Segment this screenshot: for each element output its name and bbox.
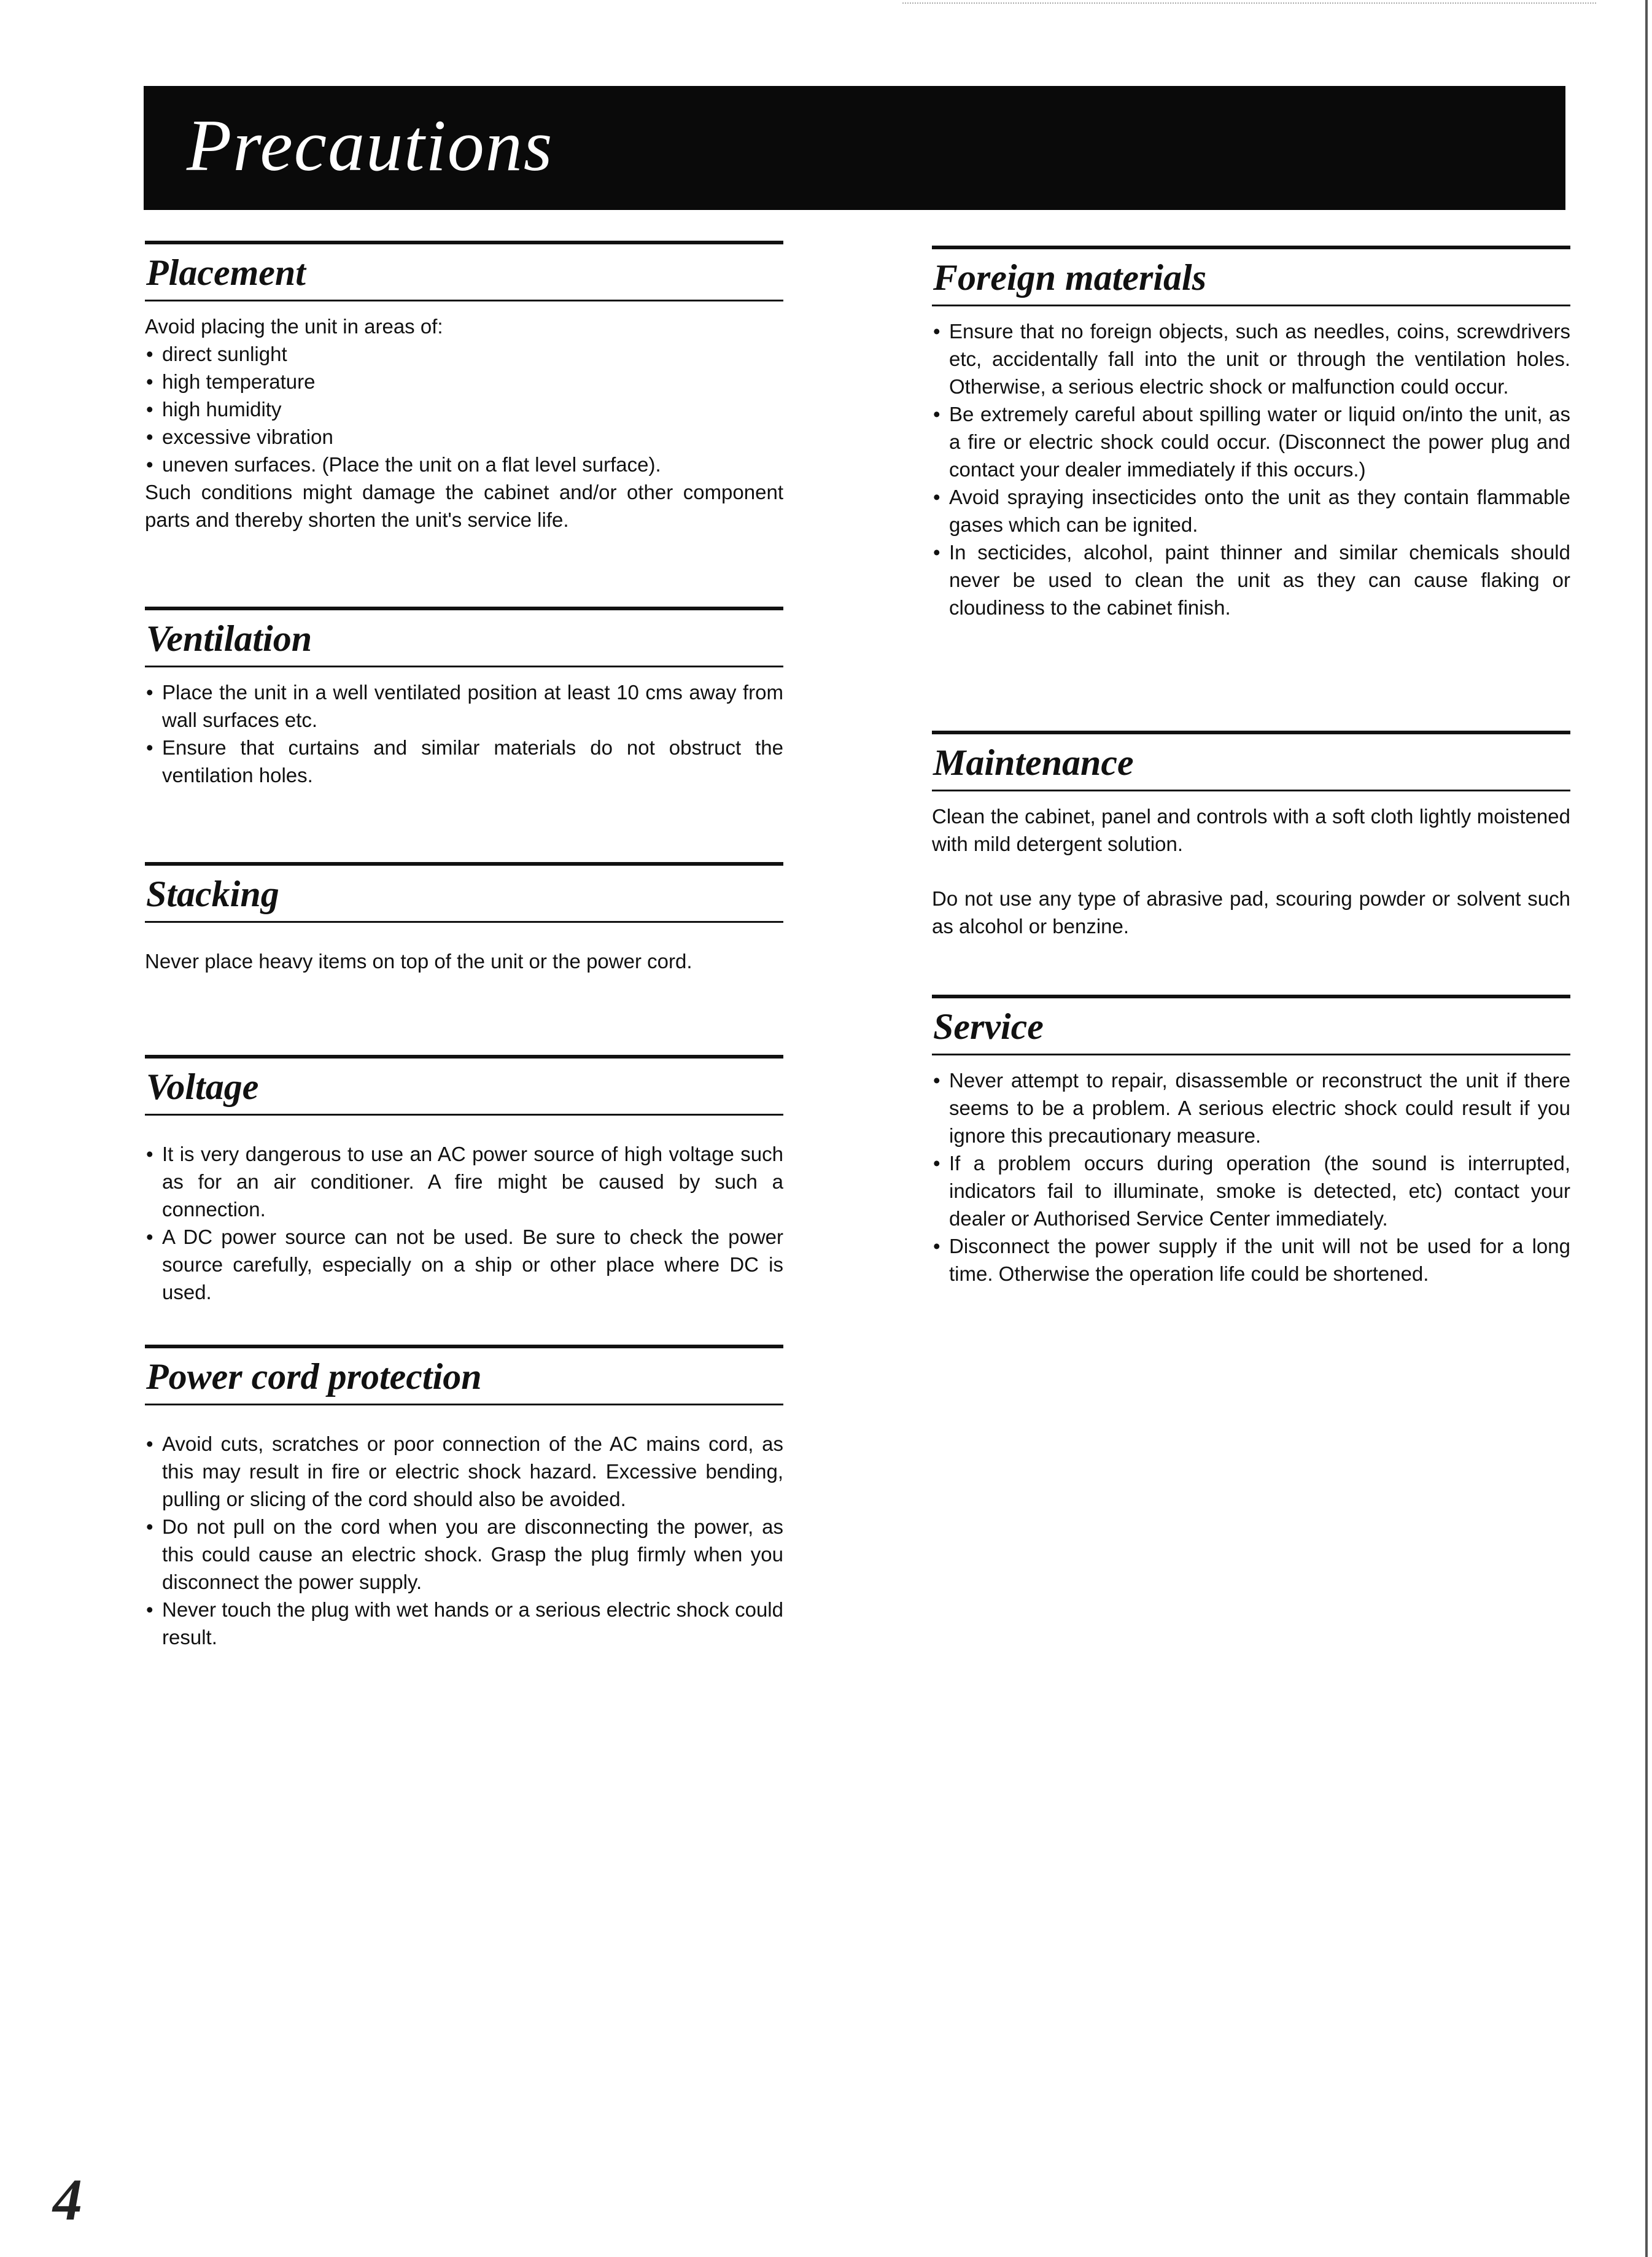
list-item bbox=[932, 400, 1570, 483]
placement-outro: Such conditions might damage the cabinet and/or other component parts and thereby shorten the unit's service life. bbox=[145, 481, 783, 531]
foreign-list bbox=[932, 317, 1570, 621]
section-heading: Placement bbox=[146, 252, 306, 293]
item-text: Never attempt to repair, disassemble or reconstruct the unit if there seems to be a problem. bbox=[949, 1069, 1570, 1119]
item-subtext: (Disconnect the power plug and contact your dealer immediately if this occurs.) bbox=[949, 430, 1570, 481]
item-subtext: Otherwise, a serious electric shock or malfunction could occur. bbox=[949, 375, 1509, 398]
section-body bbox=[932, 802, 1570, 940]
list-item bbox=[932, 317, 1570, 400]
list-item bbox=[145, 1140, 783, 1223]
section-heading: Voltage bbox=[146, 1066, 259, 1107]
list-item bbox=[932, 1066, 1570, 1149]
section-body bbox=[932, 317, 1570, 621]
item-subtext: Excessive bending, pulling or slicing of the cord should also be avoided. bbox=[162, 1460, 783, 1510]
section-stacking bbox=[145, 862, 783, 975]
list-item bbox=[145, 1430, 783, 1513]
section-power-cord bbox=[145, 1345, 783, 1651]
rule-bottom bbox=[145, 1114, 783, 1116]
section-heading: Power cord protection bbox=[146, 1356, 482, 1397]
item-text: Ensure that no foreign objects, such as needles, coins, screwdrivers etc, accidentally fall into the unit or through the ventilation holes. bbox=[949, 320, 1570, 370]
list-item: • high temperature bbox=[145, 368, 783, 395]
section-placement bbox=[145, 241, 783, 534]
section-heading: Maintenance bbox=[933, 742, 1134, 783]
list-item: • Ensure that curtains and similar materials do not obstruct the ventilation holes. bbox=[145, 734, 783, 789]
section-maintenance bbox=[932, 731, 1570, 940]
rule-bottom bbox=[145, 666, 783, 667]
scan-artifact-top bbox=[902, 2, 1596, 6]
scan-edge-right bbox=[1645, 0, 1648, 2257]
title-banner bbox=[144, 86, 1565, 210]
section-heading: Ventilation bbox=[146, 618, 312, 659]
maintenance-paragraph: Do not use any type of abrasive pad, scouring powder or solvent such as alcohol or benzine. bbox=[932, 887, 1570, 938]
voltage-list bbox=[145, 1140, 783, 1306]
list-item: • excessive vibration bbox=[145, 423, 783, 451]
stacking-text: Never place heavy items on top of the unit or the power cord. bbox=[145, 950, 692, 973]
placement-list bbox=[145, 340, 783, 478]
item-subtext: A fire might be caused by such a connection. bbox=[162, 1170, 783, 1221]
rule-bottom bbox=[932, 1054, 1570, 1055]
list-item: • Place the unit in a well ventilated position at least 10 cms away from wall surfaces etc. bbox=[145, 678, 783, 734]
section-voltage bbox=[145, 1055, 783, 1306]
list-item: • Avoid spraying insecticides onto the unit as they contain flammable gases which can be ignited. bbox=[932, 483, 1570, 538]
section-body bbox=[145, 1140, 783, 1306]
list-item: • direct sunlight bbox=[145, 340, 783, 368]
item-text: Be extremely careful about spilling water or liquid on/into the unit, as a fire or electric shock could occur. bbox=[949, 403, 1570, 453]
rule-bottom bbox=[145, 300, 783, 301]
list-item: • If a problem occurs during operation (the sound is interrupted, indicators fail to illuminate, smoke is detected, etc) contact your dealer or Authorised Service Center immediately. bbox=[932, 1149, 1570, 1232]
rule-bottom bbox=[932, 790, 1570, 791]
section-heading: Stacking bbox=[146, 874, 279, 914]
list-item: • uneven surfaces. (Place the unit on a flat level surface). bbox=[145, 451, 783, 478]
section-body bbox=[145, 947, 783, 975]
list-item: • high humidity bbox=[145, 395, 783, 423]
list-item: • Disconnect the power supply if the unit will not be used for a long time. Otherwise the operation life could be shortened. bbox=[932, 1232, 1570, 1288]
page-number: 4 bbox=[53, 2167, 82, 2232]
list-item: • Never touch the plug with wet hands or a serious electric shock could result. bbox=[145, 1596, 783, 1651]
page-title: Precautions bbox=[187, 104, 554, 186]
rule-bottom bbox=[145, 1404, 783, 1405]
service-list bbox=[932, 1066, 1570, 1288]
item-subtext: Be sure to check the power source carefully, especially on a ship or other place where DC is used. bbox=[162, 1226, 783, 1303]
section-foreign-materials bbox=[932, 246, 1570, 621]
item-subtext: A serious electric shock could result if you ignore this precautionary measure. bbox=[949, 1097, 1570, 1147]
item-text: Avoid cuts, scratches or poor connection of the AC mains cord, as this may result in fire or electric shock hazard. bbox=[162, 1432, 783, 1483]
section-ventilation bbox=[145, 607, 783, 789]
maintenance-paragraph: Clean the cabinet, panel and controls with a soft cloth lightly moistened with mild detergent solution. bbox=[932, 805, 1570, 855]
ventilation-list bbox=[145, 678, 783, 789]
list-item: • Do not pull on the cord when you are disconnecting the power, as this could cause an electric shock. Grasp the plug firmly when you disconnect the power supply. bbox=[145, 1513, 783, 1596]
list-item bbox=[145, 1223, 783, 1306]
section-body bbox=[932, 1066, 1570, 1288]
section-body bbox=[145, 313, 783, 534]
rule-bottom bbox=[932, 305, 1570, 306]
section-heading: Service bbox=[933, 1006, 1044, 1047]
section-heading: Foreign materials bbox=[933, 257, 1207, 298]
item-text: A DC power source can not be used. bbox=[162, 1226, 514, 1248]
placement-intro: Avoid placing the unit in areas of: bbox=[145, 315, 443, 338]
list-item: • In secticides, alcohol, paint thinner and similar chemicals should never be used to clean the unit as they can cause flaking or cloudiness to the cabinet finish. bbox=[932, 538, 1570, 621]
section-body bbox=[145, 678, 783, 789]
section-body bbox=[145, 1430, 783, 1651]
power-cord-list bbox=[145, 1430, 783, 1651]
rule-bottom bbox=[145, 921, 783, 923]
item-text: It is very dangerous to use an AC power source of high voltage such as for an air conditioner. bbox=[162, 1143, 783, 1193]
section-service bbox=[932, 995, 1570, 1288]
